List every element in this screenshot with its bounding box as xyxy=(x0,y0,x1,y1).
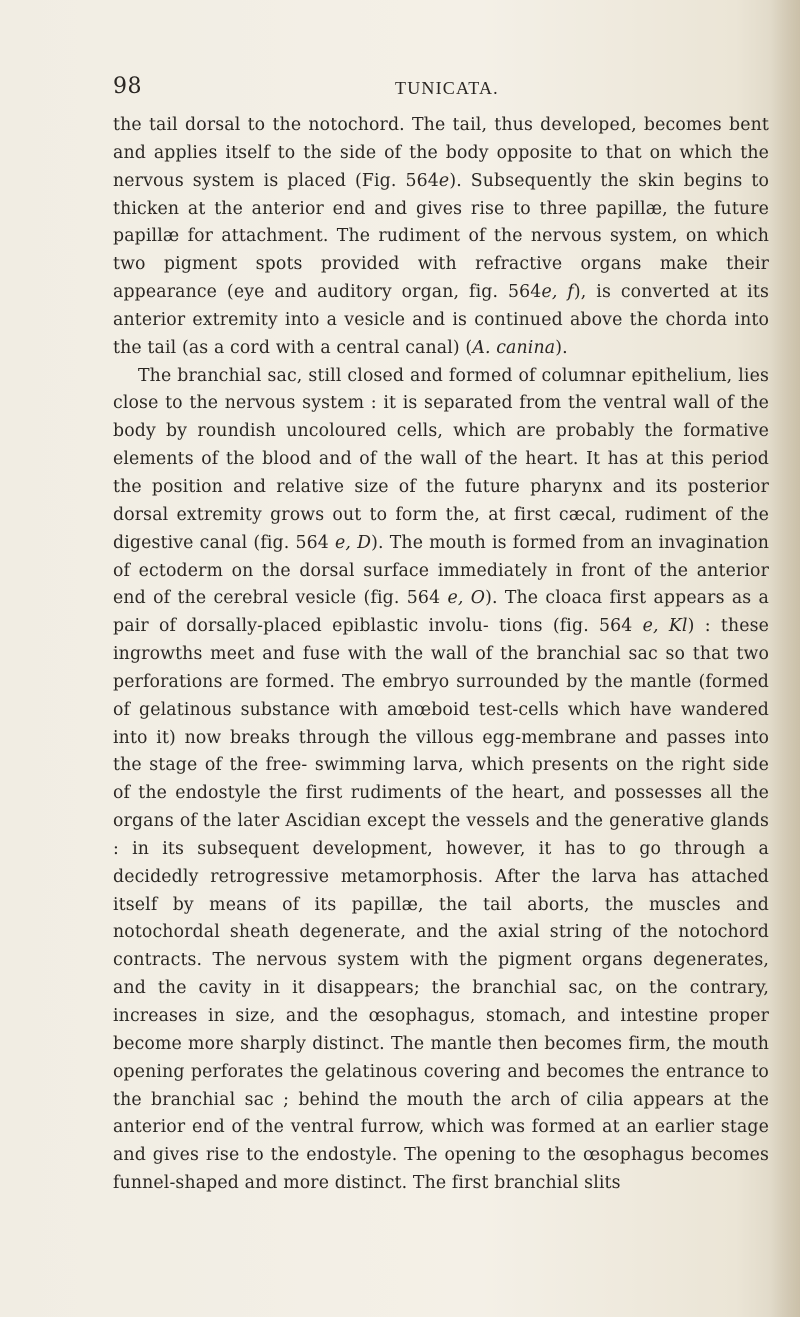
italic-run: e, O xyxy=(447,588,486,609)
italic-run: e, f xyxy=(541,282,574,303)
page-edge-shadow xyxy=(770,0,800,1317)
paragraph xyxy=(113,112,769,363)
text-run: ), is converted at its anterior extremity into a vesicle and is continued above the chorda into the tail (as a cord with a central canal) ( xyxy=(113,282,769,358)
page-number: 98 xyxy=(113,74,142,99)
paragraph xyxy=(113,363,769,1198)
running-head: TUNICATA. xyxy=(395,78,499,98)
text-run: ). Subsequently the skin begins to thicken at the anterior end and gives rise to three papillæ, the future papillæ for attachment. The rudiment of the nervous system, on which two pigment spots provided with refractive organs make their appearance (eye and auditory organ, fig. 564 xyxy=(113,170,769,303)
text-run: ) : these ingrowths meet and fuse with the wall of the branchial sac so that two perforations are formed. The embryo surrounded by the mantle (formed of gelatinous substance with amœboid test-cells which have wandered into it) now breaks through the villous egg-membrane and passes into the stage of the free- swimming larva, which presents on the right side of the endostyle the first rudiments of the heart, and possesses all the organs of the later Ascidian except the vessels and the generative glands : in its subsequent development, however, it has to go through a decidedly retrogressive metamorphosis. After the larva has attached itself by means of its papillæ, the tail aborts, the muscles and notochordal sheath degenerate, and the axial string of the notochord contracts. The nervous system with the pigment organs degenerates, and the cavity in it disappears; the branchial sac, on the contrary, increases in size, and the œsophagus, stomach, and intestine proper become more sharply distinct. The mantle then becomes firm, the mouth opening perforates the gelatinous covering and becomes the entrance to the branchial sac ; behind the mouth the arch of cilia appears at the anterior end of the ventral furrow, which was formed at an earlier stage and gives rise to the endostyle. The opening to the œsophagus becomes funnel-shaped and more distinct. The first branchial slits xyxy=(113,616,769,1194)
text-run: ). The mouth is formed from an invagination of ectoderm on the dorsal surface immediately in front of the anterior end of the cerebral vesicle (fig. 564 xyxy=(113,532,770,609)
page-header xyxy=(0,0,800,110)
text-run: The branchial sac, still closed and formed of columnar epithelium, lies close to the nervous system : it is separated from the ventral wall of the body by roundish uncoloured cells, which are probably the formative elements of the blood and of the wall of the heart. It has at this period the position and relative size of the future pharynx and its posterior dorsal extremity grows out to form the, at first cæcal, rudiment of the digestive canal (fig. 564 xyxy=(113,365,769,553)
body-text xyxy=(113,112,769,1198)
italic-run: e xyxy=(438,170,450,191)
italic-run: e, Kl xyxy=(642,616,688,637)
italic-run: e, D xyxy=(335,532,372,553)
text-run: ). xyxy=(555,337,568,358)
italic-run: A. canina xyxy=(472,337,556,358)
text-run: the tail dorsal to the notochord. The tail, thus developed, becomes bent and applies itself to the side of the body opposite to that on which the nervous system is placed (Fig. 564 xyxy=(113,115,769,191)
text-run: ). The cloaca first appears as a pair of dorsally-placed epiblastic involu- tions (fig. 564 xyxy=(113,588,770,637)
